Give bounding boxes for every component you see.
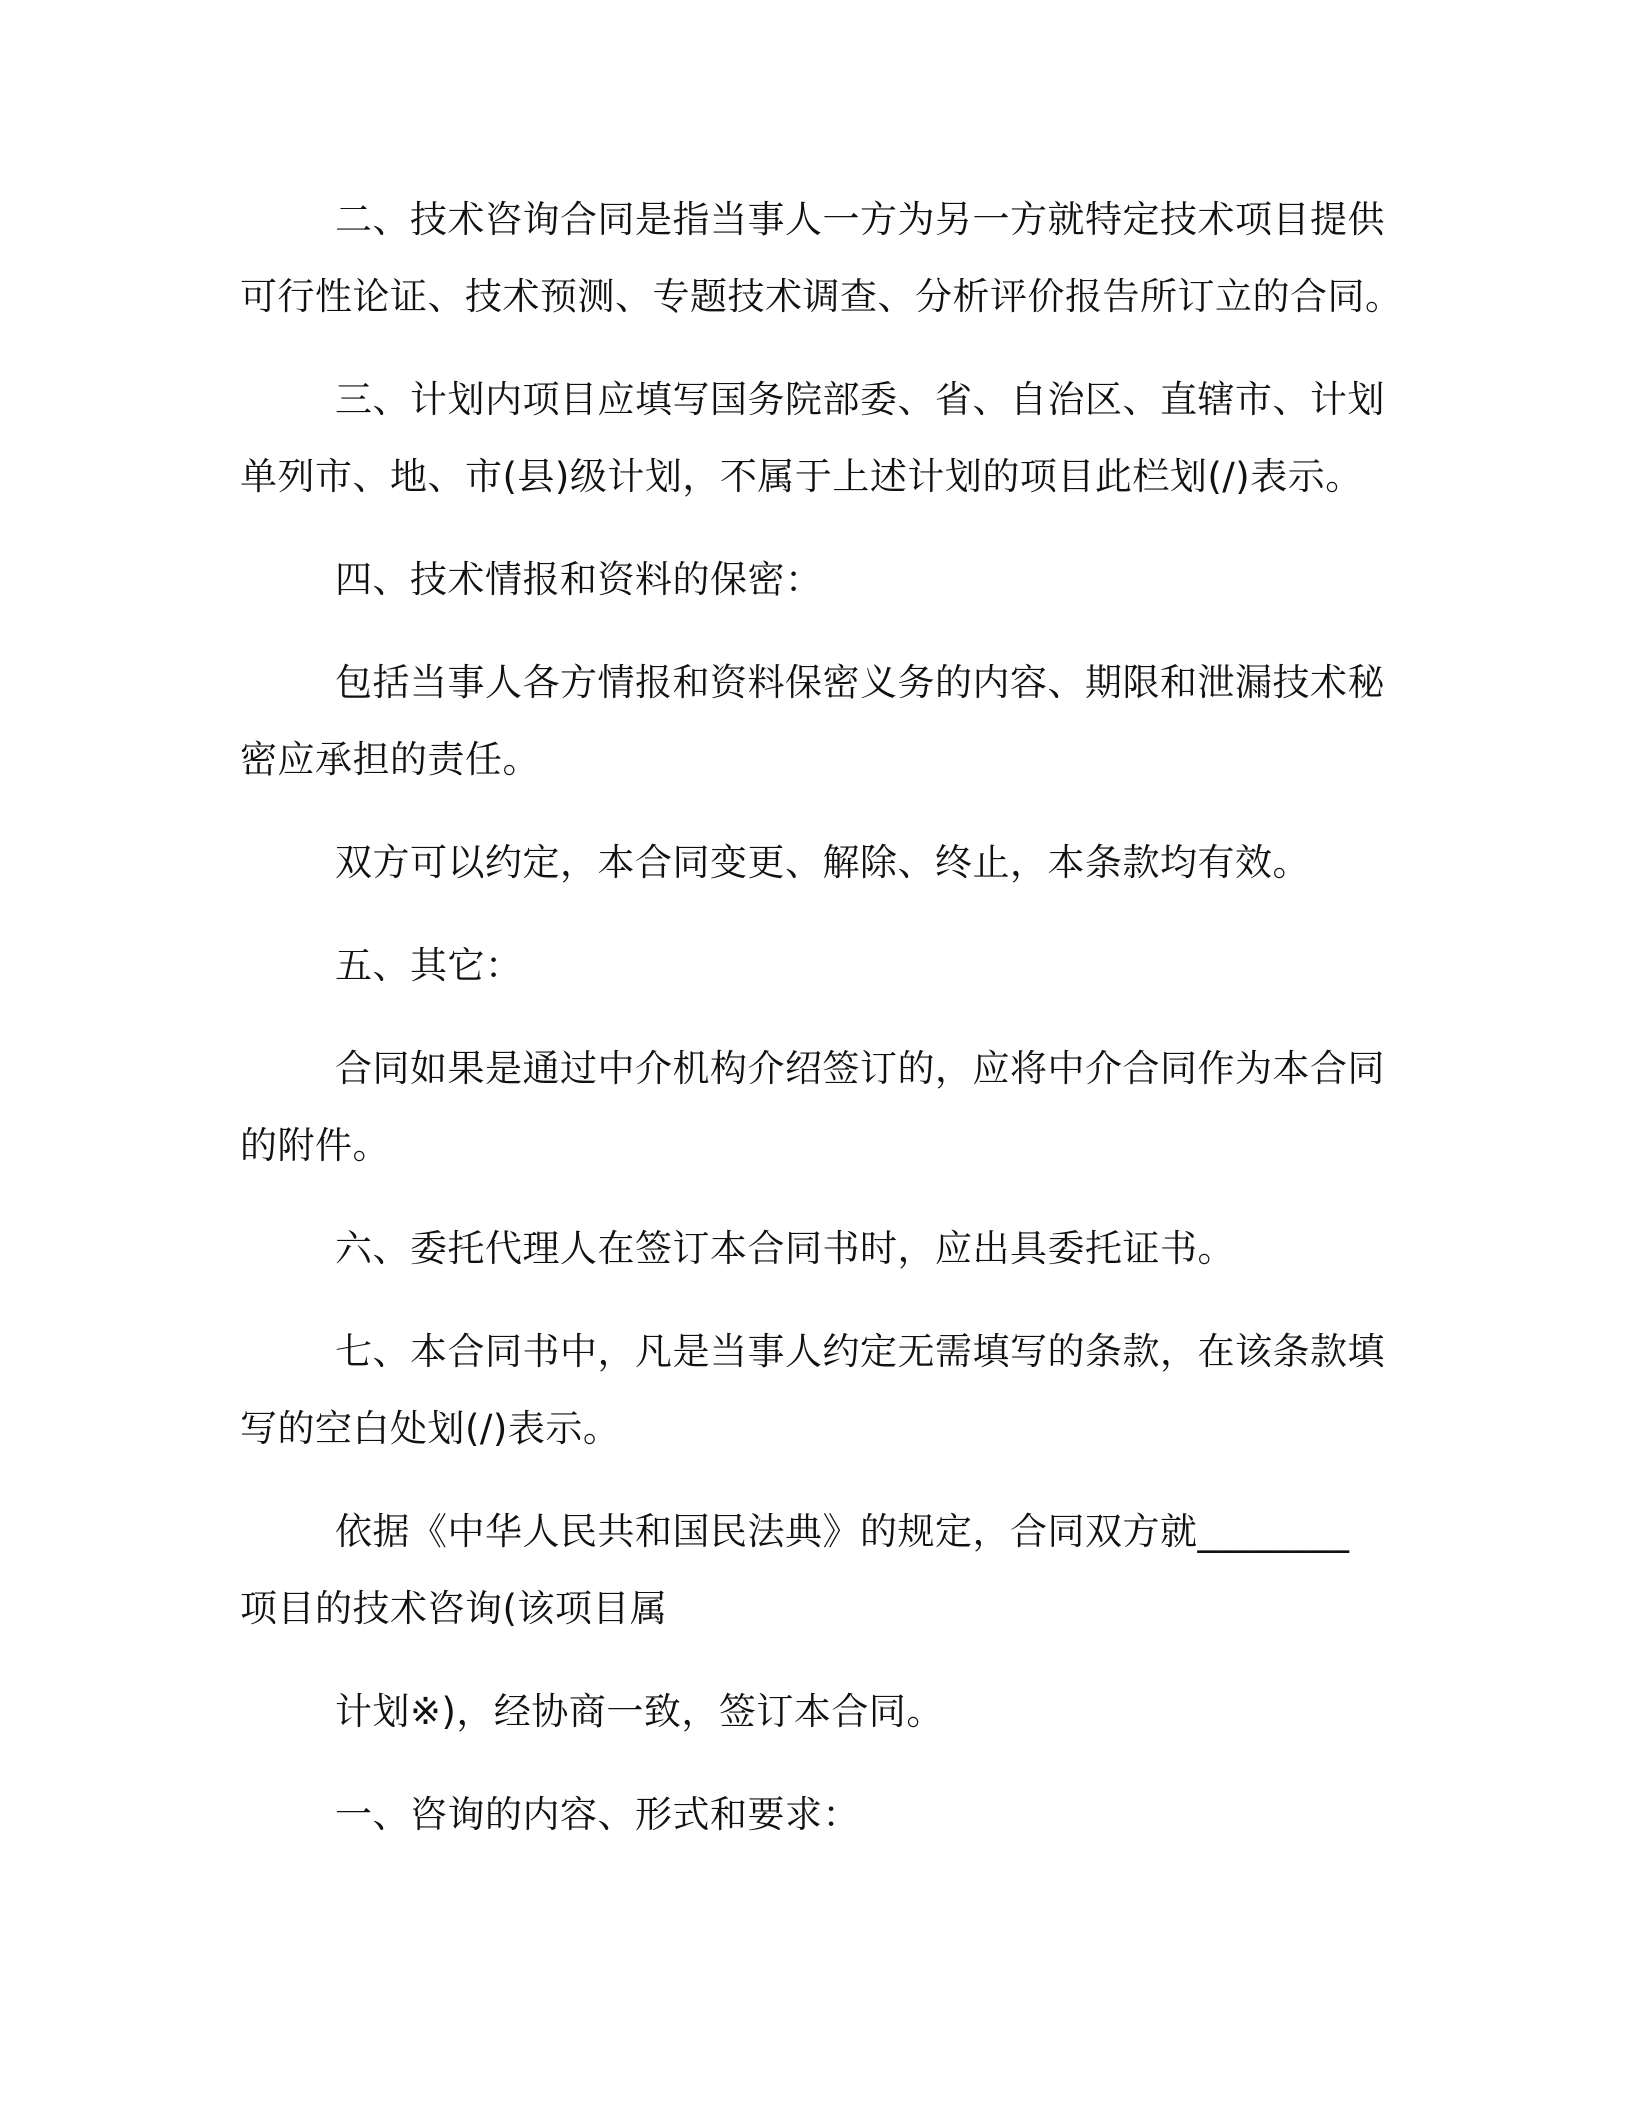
paragraph-line: 四、技术情报和资料的保密： bbox=[335, 558, 823, 601]
paragraph-line: 七、本合同书中，凡是当事人约定无需填写的条款，在该条款填 bbox=[335, 1330, 1385, 1373]
paragraph-line: 一、咨询的内容、形式和要求： bbox=[335, 1793, 860, 1836]
paragraph-line: 项目的技术咨询(该项目属 bbox=[240, 1587, 668, 1630]
paragraph-line: 合同如果是通过中介机构介绍签订的，应将中介合同作为本合同 bbox=[335, 1047, 1385, 1090]
paragraph-line: 写的空白处划(/)表示。 bbox=[240, 1407, 621, 1450]
paragraph-line: 的附件。 bbox=[240, 1124, 390, 1167]
paragraph-line: 包括当事人各方情报和资料保密义务的内容、期限和泄漏技术秘 bbox=[335, 661, 1385, 704]
paragraph-line: 计划※)，经协商一致，签订本合同。 bbox=[335, 1690, 944, 1733]
paragraph-line: 可行性论证、技术预测、专题技术调查、分析评价报告所订立的合同。 bbox=[240, 275, 1403, 318]
paragraph-line: 三、计划内项目应填写国务院部委、省、自治区、直辖市、计划 bbox=[335, 378, 1385, 421]
paragraph-line: 五、其它： bbox=[335, 944, 523, 987]
paragraph-line: 六、委托代理人在签订本合同书时，应出具委托证书。 bbox=[335, 1227, 1235, 1270]
paragraph-line: 二、技术咨询合同是指当事人一方为另一方就特定技术项目提供 bbox=[335, 198, 1385, 241]
paragraph-line: 双方可以约定，本合同变更、解除、终止，本条款均有效。 bbox=[335, 841, 1310, 884]
paragraph-line: 单列市、地、市(县)级计划，不属于上述计划的项目此栏划(/)表示。 bbox=[240, 455, 1363, 498]
paragraph-line: 依据《中华人民共和国民法典》的规定，合同双方就________ bbox=[335, 1510, 1350, 1553]
paragraph-line: 密应承担的责任。 bbox=[240, 738, 540, 781]
